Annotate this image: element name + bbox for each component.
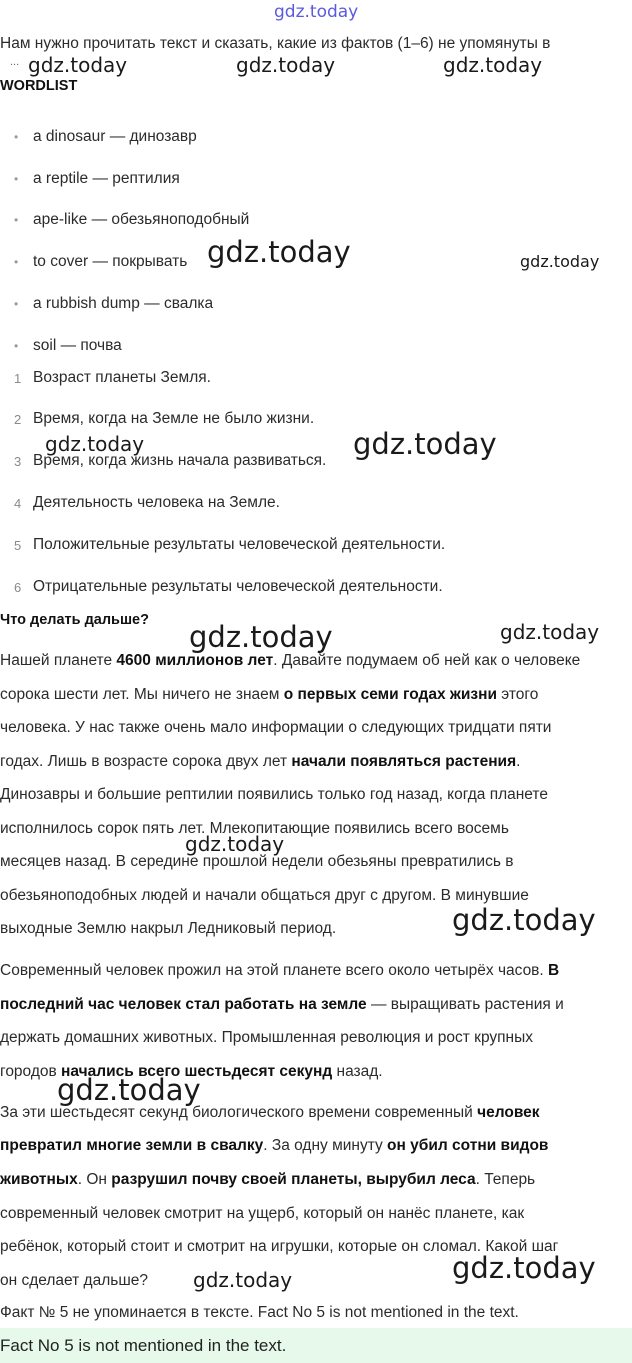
paragraph-line: последний час человек стал работать на земле — выращивать растения и	[0, 996, 564, 1013]
intro-continuation: ...	[10, 56, 20, 68]
watermark: gdz.today	[57, 1073, 201, 1107]
paragraph-line: Современный человек прожил на этой планете всего около четырёх часов. В	[0, 962, 560, 979]
list-item	[14, 128, 18, 146]
paragraph-line: сорока шести лет. Мы ничего не знаем о первых семи годах жизни этого	[0, 686, 539, 703]
watermark: gdz.today	[236, 53, 336, 77]
paragraph-line: человека. У нас также очень мало информации о следующих тридцати пяти	[0, 719, 552, 736]
fact-number: 6	[14, 580, 22, 595]
section-heading: Что делать дальше?	[0, 612, 149, 628]
wordlist-heading: WORDLIST	[0, 78, 78, 94]
bullet-icon: •	[14, 339, 19, 353]
paragraph-line: городов начались всего шестьдесят секунд назад.	[0, 1063, 383, 1080]
paragraph-line: Динозавры и большие рептилии появились только год назад, когда планете	[0, 786, 548, 803]
wordlist-item: a rubbish dump — свалка	[33, 295, 214, 312]
wordlist-item: soil — почва	[33, 337, 122, 354]
intro-text: Нам нужно прочитать текст и сказать, какие из фактов (1–6) не упомянуты в	[0, 35, 551, 52]
watermark-top: gdz.today	[274, 2, 359, 22]
paragraph-line: ребёнок, который стоит и смотрит на игрушки, которые он сломал. Какой шаг	[0, 1238, 559, 1255]
watermark: gdz.today	[45, 432, 145, 456]
watermark: gdz.today	[207, 235, 351, 269]
fact-text: Время, когда жизнь начала развиваться.	[33, 452, 327, 469]
answer-text: Fact No 5 is not mentioned in the text.	[0, 1336, 287, 1355]
watermark: gdz.today	[452, 903, 596, 937]
paragraph-line: месяцев назад. В середине прошлой недели обезьяны превратились в	[0, 853, 514, 870]
watermark: gdz.today	[193, 1268, 293, 1292]
watermark: gdz.today	[28, 53, 128, 77]
paragraph-line: современный человек смотрит на ущерб, который он нанёс планете, как	[0, 1205, 525, 1222]
fact-text: Деятельность человека на Земле.	[33, 494, 280, 511]
fact-text: Возраст планеты Земля.	[33, 369, 211, 386]
watermark: gdz.today	[353, 427, 497, 461]
watermark: gdz.today	[189, 620, 333, 654]
paragraph-line: он сделает дальше?	[0, 1272, 149, 1289]
bullet-icon: •	[14, 297, 19, 311]
paragraph-line: исполнилось сорок пять лет. Млекопитающие появились всего восемь	[0, 820, 509, 837]
watermark: gdz.today	[185, 832, 285, 856]
fact-text: Положительные результаты человеческой деятельности.	[33, 536, 446, 553]
bullet-icon: •	[14, 130, 19, 144]
paragraph-line: превратил многие земли в свалку. За одну минуту он убил сотни видов	[0, 1137, 549, 1154]
bullet-icon: •	[14, 213, 19, 227]
fact-number: 5	[14, 538, 22, 553]
bullet-icon: •	[14, 172, 19, 186]
paragraph-line: животных. Он разрушил почву своей планеты, вырубил леса. Теперь	[0, 1171, 536, 1188]
wordlist-item: to cover — покрывать	[33, 253, 188, 270]
paragraph-line: годах. Лишь в возрасте сорока двух лет начали появляться растения.	[0, 753, 521, 770]
paragraph-line: выходные Землю накрыл Ледниковый период.	[0, 920, 337, 937]
wordlist-item: ape-like — обезьяноподобный	[33, 211, 250, 228]
paragraph-line: За эти шестьдесят секунд биологического времени современный человек	[0, 1104, 540, 1121]
fact-text: Отрицательные результаты человеческой деятельности.	[33, 578, 443, 595]
fact-text: Время, когда на Земле не было жизни.	[33, 410, 315, 427]
wordlist-item: a dinosaur — динозавр	[33, 128, 197, 145]
wordlist-item: a reptile — рептилия	[33, 170, 180, 187]
fact-number: 3	[14, 454, 22, 469]
watermark: gdz.today	[500, 620, 600, 644]
watermark: gdz.today	[452, 1251, 596, 1285]
fact-number: 2	[14, 412, 22, 427]
fact-number: 1	[14, 371, 22, 386]
bullet-icon: •	[14, 255, 19, 269]
watermark: gdz.today	[520, 252, 600, 271]
watermark: gdz.today	[443, 53, 543, 77]
paragraph-line: обезьяноподобных людей и начали общаться друг с другом. В минувшие	[0, 887, 529, 904]
conclusion-text: Факт № 5 не упоминается в тексте. Fact No 5 is not mentioned in the text.	[0, 1304, 519, 1321]
paragraph-line: Нашей планете 4600 миллионов лет. Давайте подумаем об ней как о человеке	[0, 652, 581, 669]
fact-number: 4	[14, 496, 22, 511]
paragraph-line: держать домашних животных. Промышленная революция и рост крупных	[0, 1029, 533, 1046]
